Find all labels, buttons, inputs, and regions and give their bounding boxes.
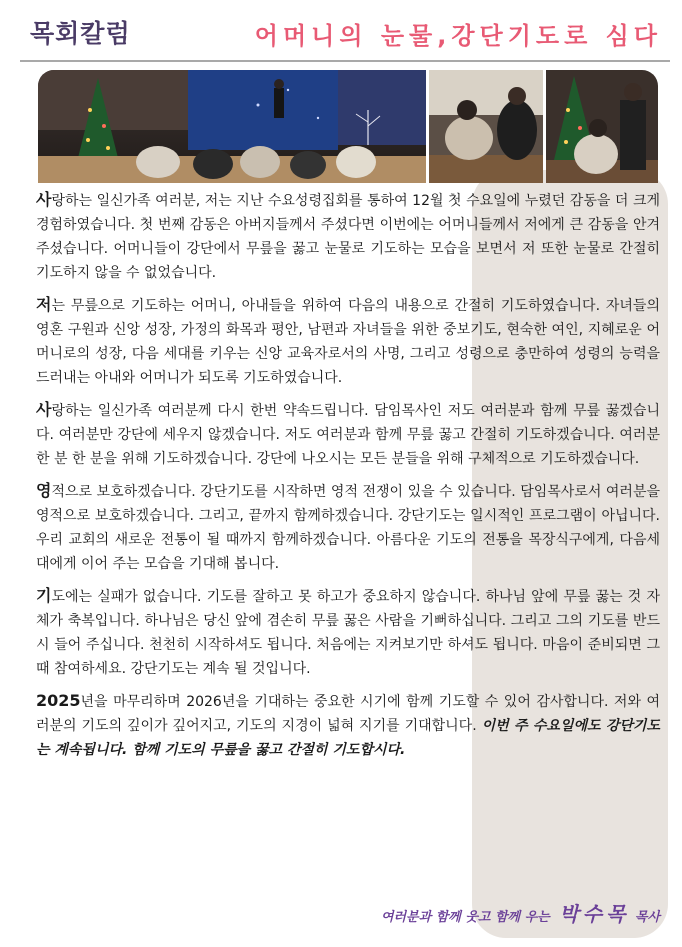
paragraph-text: 랑하는 일신가족 여러분, 저는 지난 수요성령집회를 통하여 12월 첫 수요일에 누렸던 감동을 더 크게 경험하였습니다. 첫 번째 감동은 아버지들께서 주셨다면 이번에는 어머니들께서 저에게 큰 감동을 안겨 주셨습니다. 어머니들이 강단에서 무릎을 꿇고 눈물로 기도하는 모습을 보면서 저 또한 눈물로 간절히 기도하지 않을 수 없었습니다. — [36, 193, 660, 281]
column-title: 어머니의 눈물,강단기도로 심다 — [254, 22, 662, 50]
header-divider — [20, 60, 670, 62]
paragraph-5 — [36, 584, 660, 681]
signature-name: 박수목 — [559, 902, 630, 926]
photo-prayer-meeting-image — [38, 70, 426, 183]
paragraph-lead: 기 — [36, 586, 52, 605]
paragraph-lead: 사 — [36, 190, 52, 209]
photo-strip — [0, 70, 682, 183]
paragraph-2 — [36, 293, 660, 390]
signature-text: 여러분과 함께 웃고 함께 우는 — [380, 910, 550, 925]
paragraph-lead: 사 — [36, 400, 52, 419]
photo-laying-hands — [429, 70, 543, 183]
paragraph-lead: 2025 — [36, 691, 81, 710]
signature-title: 목사 — [634, 910, 660, 925]
photo-pastor-praying-image — [546, 70, 658, 183]
photo-pastor-praying — [546, 70, 658, 183]
paragraph-4 — [36, 479, 660, 576]
paragraph-lead: 저 — [36, 295, 52, 314]
column-label: 목회칼럼 — [30, 19, 131, 48]
column-body — [36, 188, 660, 770]
paragraph-1 — [36, 188, 660, 285]
signature — [381, 898, 660, 927]
column-header — [0, 0, 682, 62]
paragraph-text: 랑하는 일신가족 여러분께 다시 한번 약속드립니다. 담임목사인 저도 여러분과 함께 무릎 꿇겠습니다. 여러분만 강단에 세우지 않겠습니다. 저도 여러분과 함께 무릎 꿇고 간절히 기도하겠습니다. 여러분 한 분 한 분을 위해 기도하겠습니다. 강단에 나오시는 모든 분들을 위해 구체적으로 기도하겠습니다. — [36, 403, 660, 467]
photo-laying-hands-image — [429, 70, 543, 183]
paragraph-text: 적으로 보호하겠습니다. 강단기도를 시작하면 영적 전쟁이 있을 수 있습니다. 담임목사로서 여러분을 영적으로 보호하겠습니다. 그리고, 끝까지 함께하겠습니다. 강단기도는 일시적인 프로그램이 아닙니다. 우리 교회의 새로운 전통이 될 때까지 함께하겠습니다. 아름다운 기도의 전통을 목장식구에게, 다음세대에게 이어 주는 모습을 기대해 봅니다. — [36, 484, 660, 572]
paragraph-text: 도에는 실패가 없습니다. 기도를 잘하고 못 하고가 중요하지 않습니다. 하나님 앞에 무릎 꿇는 것 자체가 축복입니다. 하나님은 당신 앞에 겸손히 무릎 꿇은 사람을 기뻐하십니다. 그리고 그의 기도를 반드시 들어 주십니다. 천천히 시작하셔도 됩니다. 처음에는 지켜보기만 하셔도 됩니다. 마음이 준비되면 그때 참여하세요. 강단기도는 계속 될 것입니다. — [36, 589, 660, 677]
paragraph-3 — [36, 398, 660, 471]
paragraph-lead: 영 — [36, 481, 52, 500]
paragraph-text: 년을 마무리하며 2026년을 기대하는 중요한 시기에 함께 기도할 수 있어 감사합니다. 저와 여러분의 기도의 깊이가 깊어지고, 기도의 지경이 넓혀 지기를 기대합니다. — [36, 694, 660, 734]
paragraph-text: 는 무릎으로 기도하는 어머니, 아내들을 위하여 다음의 내용으로 간절히 기도하였습니다. 자녀들의 영혼 구원과 신앙 성장, 가정의 화목과 평안, 남편과 자녀들을 위한 중보기도, 현숙한 여인, 지혜로운 어머니로의 성장, 다음 세대를 키우는 신앙 교육자로서의 사명, 그리고 성령으로 충만하여 성령의 능력을 드러내는 아내와 어머니가 되도록 기도하였습니다. — [36, 298, 660, 386]
paragraph-emphasis: 이번 주 수요일에도 강단기도는 계속됩니다. 함께 기도의 무릎을 꿇고 간절히 기도합시다. — [36, 718, 660, 758]
photo-prayer-meeting — [38, 70, 426, 183]
paragraph-6 — [36, 689, 660, 762]
